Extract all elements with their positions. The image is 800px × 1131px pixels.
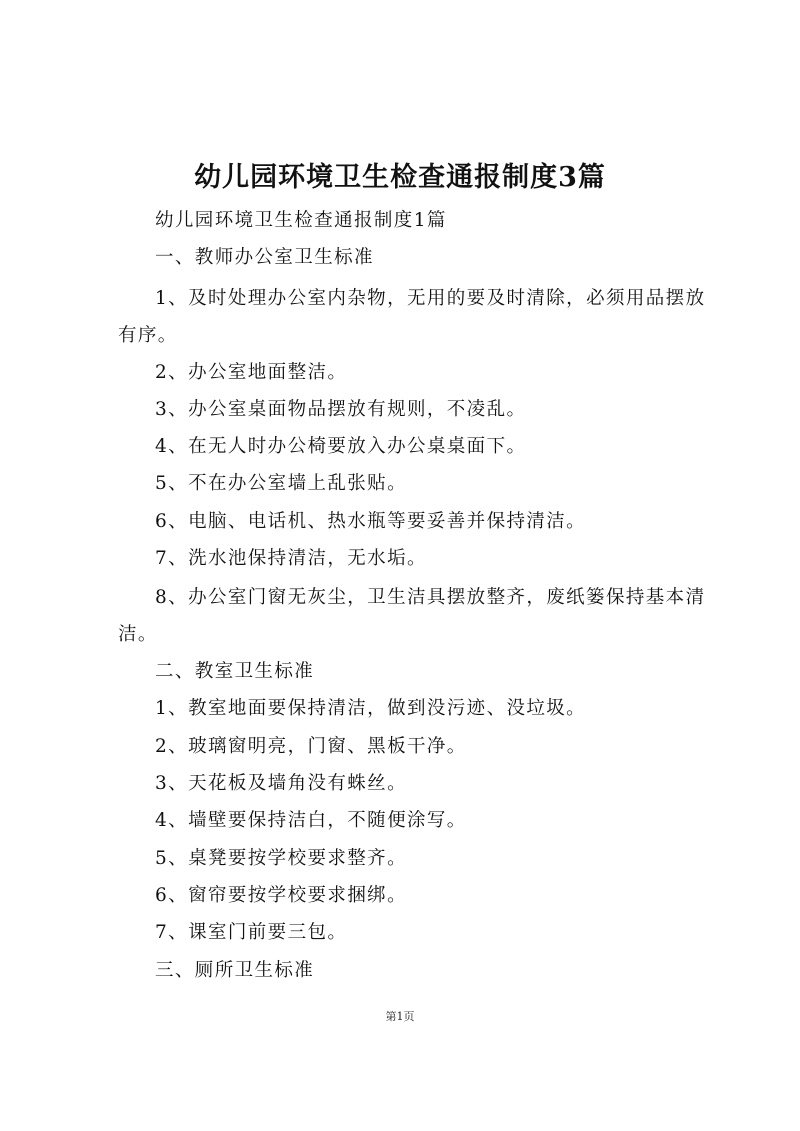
section-heading-classroom: 二、教室卫生标准: [155, 661, 315, 682]
office-item-2: 2、办公室地面整洁。: [155, 362, 348, 383]
classroom-item-7: 7、课室门前要三包。: [155, 922, 348, 943]
section-heading-office: 一、教师办公室卫生标准: [155, 247, 374, 268]
classroom-item-3: 3、天花板及墙角没有蛛丝。: [155, 773, 407, 794]
classroom-item-2: 2、玻璃窗明亮，门窗、黑板干净。: [155, 736, 467, 757]
classroom-item-5: 5、桌凳要按学校要求整齐。: [155, 848, 407, 869]
classroom-item-4: 4、墙壁要保持洁白，不随便涂写。: [155, 810, 467, 831]
office-item-7: 7、洗水池保持清洁，无水垢。: [155, 548, 427, 569]
office-item-8: 8、办公室门窗无灰尘，卫生洁具摆放整齐，废纸篓保持基本清洁。: [118, 587, 706, 645]
office-item-4: 4、在无人时办公椅要放入办公桌桌面下。: [155, 436, 527, 457]
page-number: 第1页: [385, 1010, 415, 1023]
classroom-item-6: 6、窗帘要按学校要求捆绑。: [155, 885, 407, 906]
office-item-6: 6、电脑、电话机、热水瓶等要妥善并保持清洁。: [155, 511, 587, 532]
office-item-5: 5、不在办公室墙上乱张贴。: [155, 473, 407, 494]
document-subtitle: 幼儿园环境卫生检查通报制度1篇: [155, 210, 447, 231]
section-heading-toilet: 三、厕所卫生标准: [155, 960, 315, 981]
office-item-1: 1、及时处理办公室内杂物，无用的要及时清除，必须用品摆放有序。: [118, 288, 706, 346]
document-title: 幼儿园环境卫生检查通报制度3篇: [194, 162, 606, 193]
classroom-item-1: 1、教室地面要保持清洁，做到没污迹、没垃圾。: [155, 698, 587, 719]
office-item-3: 3、办公室桌面物品摆放有规则，不凌乱。: [155, 399, 527, 420]
